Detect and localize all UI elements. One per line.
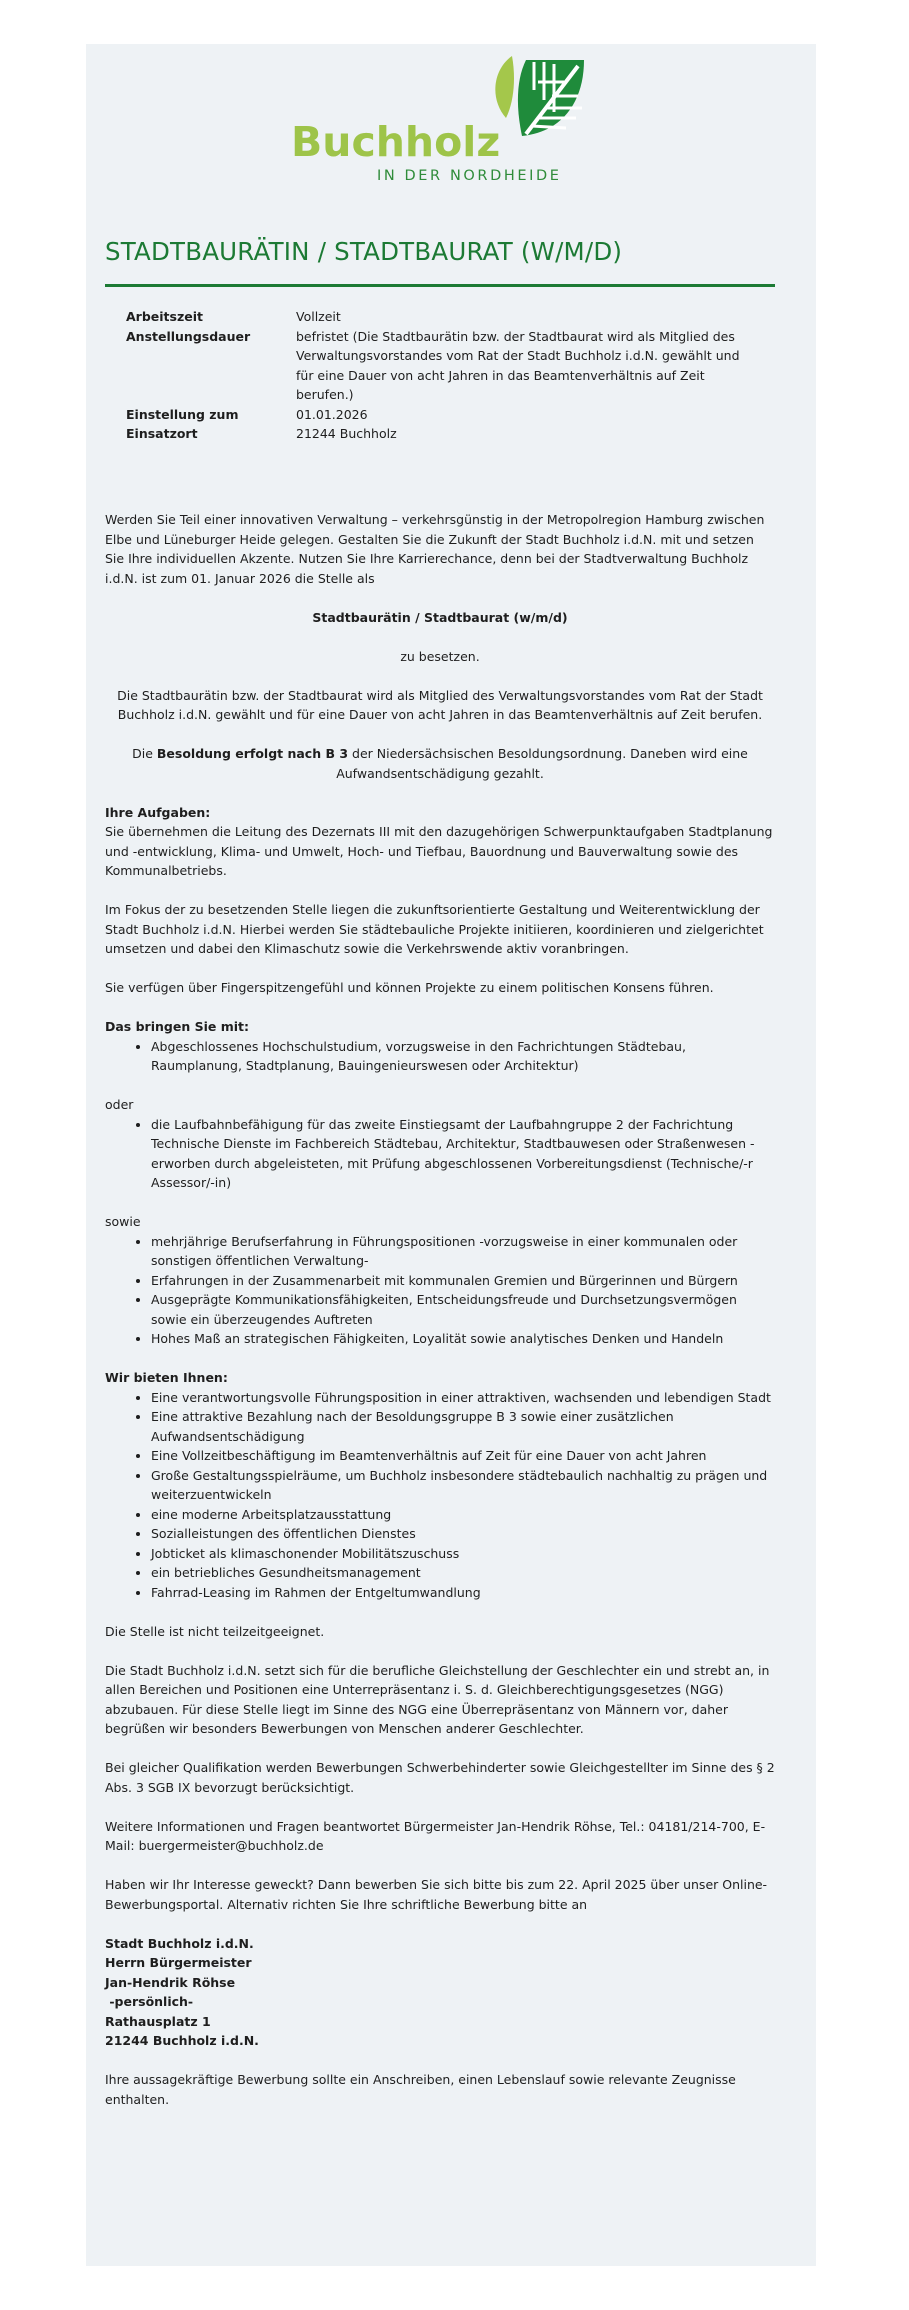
equality-paragraph: Die Stadt Buchholz i.d.N. setzt sich für die berufliche Gleichstellung der Geschlechter ein und strebt an, in allen Bereichen und Positionen eine Unterrepräsentanz i. S. d. Gleichberechtigungsgesetzes (NGG) abzubauen. Für diese Stelle liegt im Sinne des NGG eine Überrepräsentanz von Männern vor, daher begrüßen wir besonders Bewerbungen von Menschen anderer Geschlechter. bbox=[105, 1662, 770, 1736]
list-item: • Große Gestaltungsspielräume, um Buchholz insbesondere städtebaulich nachhaltig zu prägen und weiterzuentwickeln bbox=[151, 1466, 775, 1505]
intro-paragraph: Werden Sie Teil einer innovativen Verwaltung – verkehrsgünstig in der Metropolregion Hamburg zwischen Elbe und Lüneburger Heide gelegen. Gestalten Sie die Zukunft der Stadt Buchholz i.d.N. mit und setzen Sie Ihre individuellen Akzente. Nutzen Sie Ihre Karrierechance, denn bei der Stadtverwaltung Buchholz i.d.N. ist zum 01. Januar 2026 die Stelle als bbox=[105, 512, 765, 586]
or-text: oder bbox=[105, 1097, 134, 1112]
address-line: 21244 Buchholz i.d.N. bbox=[105, 2033, 259, 2048]
info-row-einstellung bbox=[126, 405, 746, 425]
info-label: Anstellungsdauer bbox=[126, 328, 251, 344]
requirements-heading: Das bringen Sie mit: bbox=[105, 1019, 249, 1034]
job-info-table bbox=[126, 307, 746, 444]
postal-address bbox=[105, 1934, 775, 2051]
to-fill-text: zu besetzen. bbox=[400, 648, 480, 664]
list-item: • Hohes Maß an strategischen Fähigkeiten, Loyalität sowie analytisches Denken und Handeln bbox=[151, 1329, 775, 1349]
list-item: • Abgeschlossenes Hochschulstudium, vorzugsweise in den Fachrichtungen Städtebau, Raumplanung, Stadtplanung, Bauingenieurswesen oder Architektur) bbox=[151, 1037, 775, 1076]
tasks-heading: Ihre Aufgaben: bbox=[105, 804, 211, 820]
address-line: Herrn Bürgermeister bbox=[105, 1955, 252, 1970]
tasks-paragraph-2: Im Fokus der zu besetzenden Stelle liegen die zukunftsorientierte Gestaltung und Weiterentwicklung der Stadt Buchholz i.d.N. Hierbei werden Sie städtebauliche Projekte initiieren, koordinieren und zielgerichtet umsetzen und dabei den Klimaschutz sowie die Verkehrswende aktiv voranbringen. bbox=[105, 902, 764, 956]
title-divider bbox=[105, 284, 775, 287]
address-line: Jan-Hendrik Röhse bbox=[105, 1974, 236, 1990]
disability-paragraph: Bei gleicher Qualifikation werden Bewerbungen Schwerbehinderter sowie Gleichgestellter im Sinne des § 2 Abs. 3 SGB IX bevorzugt berücksichtigt. bbox=[105, 1760, 775, 1795]
address-line: -persönlich- bbox=[105, 1994, 194, 2009]
logo-wordmark: Buchholz bbox=[291, 118, 501, 166]
pay-bold: Besoldung erfolgt nach B 3 bbox=[156, 746, 349, 761]
address-line: Rathausplatz 1 bbox=[105, 2013, 211, 2029]
position-title: Stadtbaurätin / Stadtbaurat (w/m/d) bbox=[312, 609, 568, 625]
info-row-anstellungsdauer bbox=[126, 327, 746, 405]
list-item: • ein betriebliches Gesundheitsmanagement bbox=[151, 1563, 775, 1583]
requirements-list-2 bbox=[105, 1115, 775, 1193]
list-item: • Eine Vollzeitbeschäftigung im Beamtenverhältnis auf Zeit für eine Dauer von acht Jahren bbox=[151, 1446, 775, 1466]
job-description bbox=[105, 510, 775, 2129]
election-paragraph: Die Stadtbaurätin bzw. der Stadtbaurat wird als Mitglied des Verwaltungsvorstandes vom Rat der Stadt Buchholz i.d.N. gewählt und für eine Dauer von acht Jahren in das Beamtenverhältnis auf Zeit berufen. bbox=[117, 687, 763, 722]
list-item: • die Laufbahnbefähigung für das zweite Einstiegsamt der Laufbahngruppe 2 der Fachrichtung Technische Dienste im Fachbereich Städtebau, Architektur, Stadtbauwesen oder Straßenwesen - erworben durch abgeleisteten, mit Prüfung abgeschlossenen Vorbereitungsdienst (Technische/-r Assessor/-in) bbox=[151, 1115, 775, 1193]
list-item: • Sozialleistungen des öffentlichen Dienstes bbox=[151, 1524, 775, 1544]
info-row-arbeitszeit bbox=[126, 307, 746, 327]
info-label: Einstellung zum bbox=[126, 406, 239, 422]
tasks-paragraph-1: Sie übernehmen die Leitung des Dezernats III mit den dazugehörigen Schwerpunktaufgaben Stadtplanung und -entwicklung, Klima- und Umwelt, Hoch- und Tiefbau, Bauordnung und Bauverwaltung sowie des Kommunalbetriebs. bbox=[105, 824, 773, 878]
contact-paragraph: Weitere Informationen und Fragen beantwortet Bürgermeister Jan-Hendrik Röhse, Tel.: 04181/214-700, E-Mail: buergermeister@buchholz.de bbox=[105, 1818, 766, 1853]
also-text: sowie bbox=[105, 1214, 141, 1229]
address-line: Stadt Buchholz i.d.N. bbox=[105, 1935, 254, 1951]
offer-list bbox=[105, 1388, 775, 1603]
job-posting-card bbox=[86, 44, 816, 2266]
info-value: 01.01.2026 bbox=[296, 406, 368, 422]
info-value: Vollzeit bbox=[296, 309, 341, 324]
info-label: Arbeitszeit bbox=[126, 309, 203, 324]
pay-pre: Die bbox=[132, 746, 157, 761]
buchholz-logo[interactable] bbox=[291, 50, 591, 190]
info-row-einsatzort bbox=[126, 424, 746, 444]
list-item: • Eine verantwortungsvolle Führungsposition in einer attraktiven, wachsenden und lebendigen Stadt bbox=[151, 1388, 775, 1408]
list-item: • eine moderne Arbeitsplatzausstattung bbox=[151, 1505, 775, 1525]
list-item: • Jobticket als klimaschonender Mobilitätszuschuss bbox=[151, 1544, 775, 1564]
info-value: 21244 Buchholz bbox=[296, 426, 397, 441]
closing-paragraph: Ihre aussagekräftige Bewerbung sollte ein Anschreiben, einen Lebenslauf sowie relevante Zeugnisse enthalten. bbox=[105, 2072, 736, 2107]
info-value: befristet (Die Stadtbaurätin bzw. der Stadtbaurat wird als Mitglied des Verwaltungsvorstandes vom Rat der Stadt Buchholz i.d.N. gewählt und für eine Dauer von acht Jahren in das Beamtenverhältnis auf Zeit berufen.) bbox=[296, 328, 740, 402]
tasks-paragraph-3: Sie verfügen über Fingerspitzengefühl und können Projekte zu einem politischen Konsens führen. bbox=[105, 980, 714, 995]
apply-paragraph: Haben wir Ihr Interesse geweckt? Dann bewerben Sie sich bitte bis zum 22. April 2025 über unser Online-Bewerbungsportal. Alternativ richten Sie Ihre schriftliche Bewerbung bitte an bbox=[105, 1877, 768, 1912]
list-item: • Ausgeprägte Kommunikationsfähigkeiten, Entscheidungsfreude und Durchsetzungsvermögen sowie ein überzeugendes Auftreten bbox=[151, 1290, 775, 1329]
list-item: • mehrjährige Berufserfahrung in Führungspositionen -vorzugsweise in einer kommunalen oder sonstigen öffentlichen Verwaltung- bbox=[151, 1232, 775, 1271]
requirements-list-1 bbox=[105, 1037, 775, 1076]
list-item: • Erfahrungen in der Zusammenarbeit mit kommunalen Gremien und Bürgerinnen und Bürgern bbox=[151, 1271, 775, 1291]
pay-post: der Niedersächsischen Besoldungsordnung. Daneben wird eine Aufwandsentschädigung gezahlt. bbox=[336, 746, 748, 781]
list-item: • Eine attraktive Bezahlung nach der Besoldungsgruppe B 3 sowie einer zusätzlichen Aufwandsentschädigung bbox=[151, 1407, 775, 1446]
page-title: STADTBAURÄTIN / STADTBAURAT (W/M/D) bbox=[105, 237, 623, 266]
list-item: • Fahrrad-Leasing im Rahmen der Entgeltumwandlung bbox=[151, 1583, 775, 1603]
info-label: Einsatzort bbox=[126, 426, 198, 441]
offer-heading: Wir bieten Ihnen: bbox=[105, 1370, 228, 1385]
leaf-icon bbox=[486, 52, 586, 144]
pay-paragraph bbox=[105, 744, 775, 783]
requirements-list-3 bbox=[105, 1232, 775, 1349]
no-parttime-text: Die Stelle ist nicht teilzeitgeeignet. bbox=[105, 1623, 325, 1639]
logo-subline: IN DER NORDHEIDE bbox=[377, 168, 562, 184]
